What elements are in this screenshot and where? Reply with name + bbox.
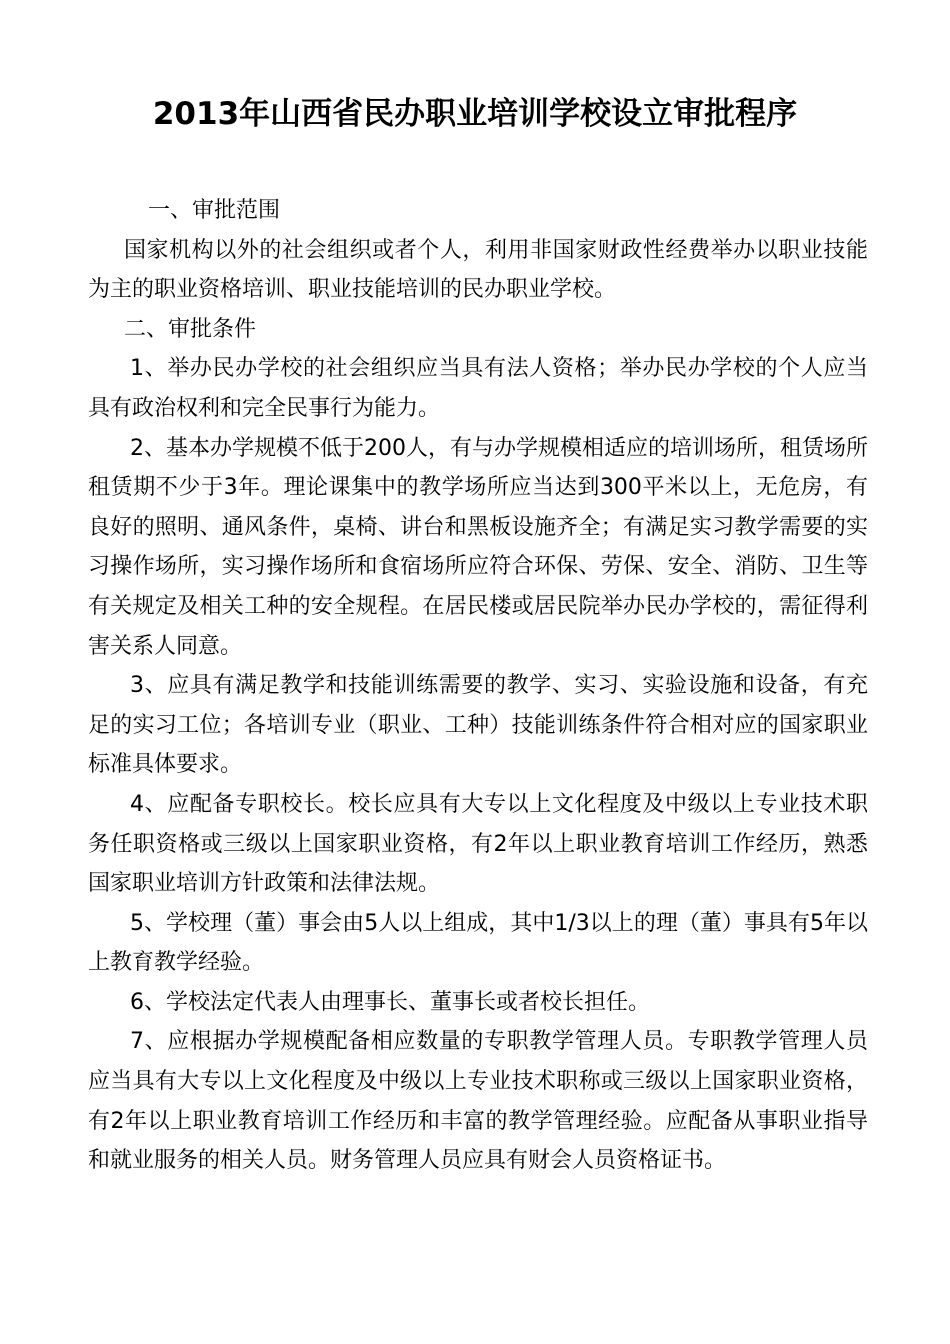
paragraph-condition-2: 2、基本办学规模不低于200人，有与办学规模相适应的培训场所，租赁场所租赁期不少于3年。理论课集中的教学场所应当达到300平米以上，无危房，有良好的照明、通风条件，桌椅、讲台和黑板设施齐全；有满足实习教学需要的实习操作场所，实习操作场所和食宿场所应符合环保、劳保、安全、消防、卫生等有关规定及相关工种的安全规程。在居民楼或居民院举办民办学校的，需征得利害关系人同意。 [88,435,868,659]
paragraph-condition-1: 1、举办民办学校的社会组织应当具有法人资格；举办民办学校的个人应当具有政治权利和完全民事行为能力。 [88,356,868,421]
section-heading-scope: 一、审批范围 [148,198,281,223]
paragraph-condition-5: 5、学校理（董）事会由5人以上组成，其中1/3以上的理（董）事具有5年以上教育教学经验。 [88,910,868,976]
paragraph-condition-7: 7、应根据办学规模配备相应数量的专职教学管理人员。专职教学管理人员应当具有大专以上文化程度及中级以上专业技术职称或三级以上国家职业资格，有2年以上职业教育培训工作经历和丰富的教学管理经验。应配备从事职业指导和就业服务的相关人员。财务管理人员应具有财会人员资格证书。 [88,1029,868,1174]
paragraph-condition-6: 6、学校法定代表人由理事长、董事长或者校长担任。 [130,989,650,1015]
document-body [88,191,868,1181]
paragraph-condition-3: 3、应具有满足教学和技能训练需要的教学、实习、实验设施和设备，有充足的实习工位；各培训专业（职业、工种）技能训练条件符合相对应的国家职业标准具体要求。 [88,673,868,778]
section-heading-conditions: 二、审批条件 [124,316,257,342]
page-title: 2013年山西省民办职业培训学校设立审批程序 [152,96,798,132]
paragraph-scope: 国家机构以外的社会组织或者个人，利用非国家财政性经费举办以职业技能为主的职业资格培训、职业技能培训的民办职业学校。 [88,237,868,303]
paragraph-condition-4: 4、应配备专职校长。校长应具有大专以上文化程度及中级以上专业技术职务任职资格或三级以上国家职业资格，有2年以上职业教育培训工作经历，熟悉国家职业培训方针政策和法律法规。 [88,791,868,897]
